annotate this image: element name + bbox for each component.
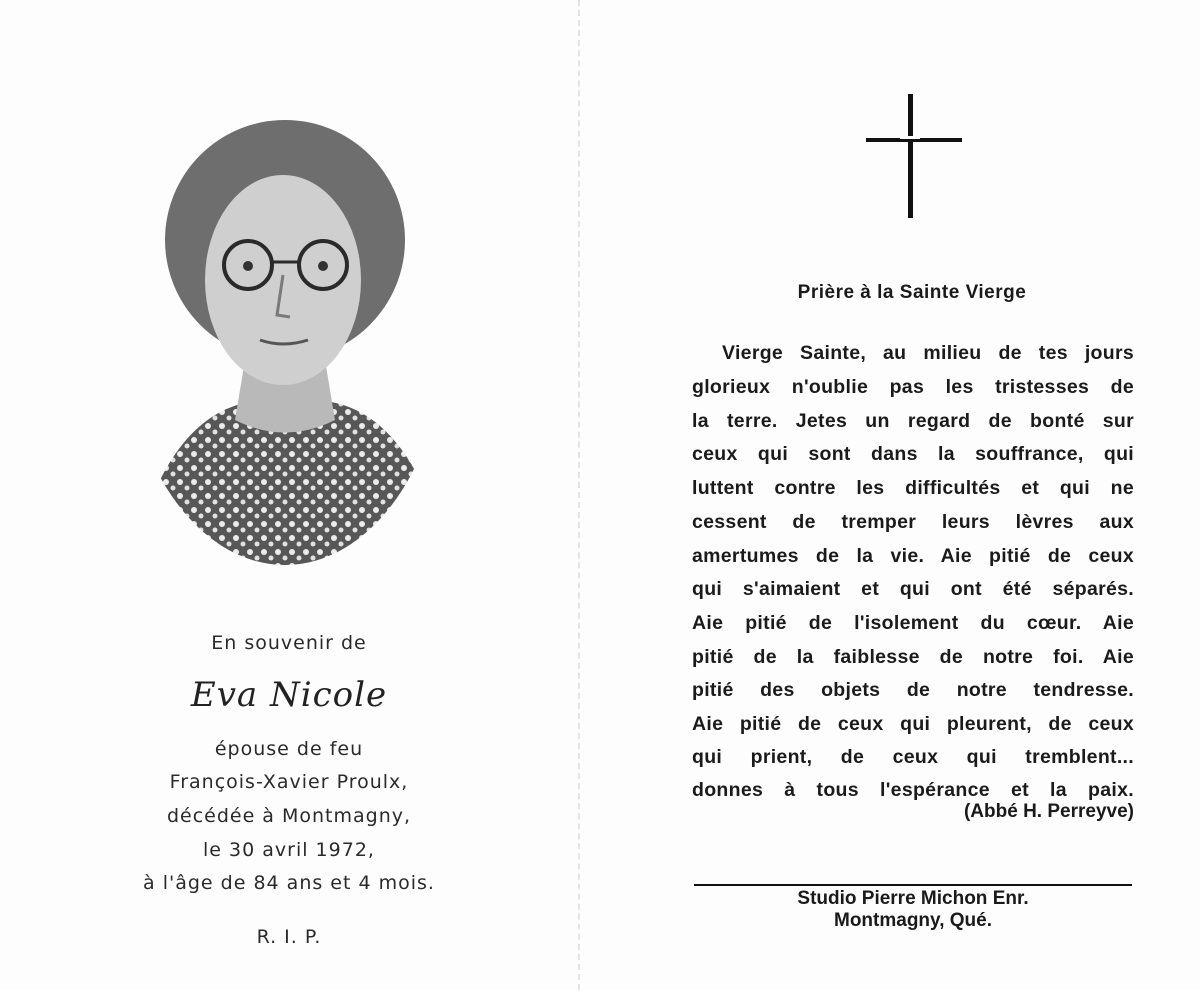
detail-line: François-Xavier Proulx,: [169, 771, 409, 793]
detail-line: à l'âge de 84 ans et 4 mois.: [143, 872, 435, 894]
detail-line: le 30 avril 1972,: [203, 839, 375, 861]
prayer-line: ceux qui sont dans la souffrance, qui: [692, 443, 1134, 465]
intro-text: En souvenir de: [211, 632, 367, 654]
cross-icon: [864, 94, 964, 218]
studio-name: Studio Pierre Michon Enr.: [797, 888, 1029, 909]
prayer-line: luttent contre les difficultés et qui ne: [692, 477, 1134, 499]
prayer-line: pitié des objets de notre tendresse.: [692, 679, 1134, 701]
prayer-line: amertumes de la vie. Aie pitié de ceux: [692, 545, 1134, 567]
deceased-name: Eva Nicole: [190, 675, 388, 715]
detail-line: décédée à Montmagny,: [166, 805, 412, 827]
rip-text: R. I. P.: [256, 926, 322, 948]
prayer-line: Aie pitié de l'isolement du cœur. Aie: [692, 612, 1134, 634]
prayer-line: qui s'aimaient et qui ont été séparés.: [692, 578, 1134, 600]
detail-line: épouse de feu: [214, 738, 364, 760]
prayer-author: (Abbé H. Perreyve): [963, 801, 1134, 822]
memorial-card-front: [0, 0, 580, 990]
prayer-line: Vierge Sainte, au milieu de tes jours: [722, 342, 1134, 364]
prayer-line: pitié de la faiblesse de notre foi. Aie: [692, 646, 1134, 668]
divider: [694, 884, 1132, 886]
prayer-line: Aie pitié de ceux qui pleurent, de ceux: [692, 713, 1134, 735]
prayer-line: cessent de tremper leurs lèvres aux: [692, 511, 1134, 533]
portrait-photo: [120, 100, 450, 580]
prayer-line: glorieux n'oublie pas les tristesses de: [692, 376, 1134, 398]
prayer-line: la terre. Jetes un regard de bonté sur: [692, 410, 1134, 432]
prayer-line: donnes à tous l'espérance et la paix.: [692, 779, 1134, 801]
prayer-title: Prière à la Sainte Vierge: [797, 282, 1027, 303]
prayer-line: qui prient, de ceux qui tremblent...: [692, 746, 1134, 768]
studio-city: Montmagny, Qué.: [834, 910, 992, 931]
